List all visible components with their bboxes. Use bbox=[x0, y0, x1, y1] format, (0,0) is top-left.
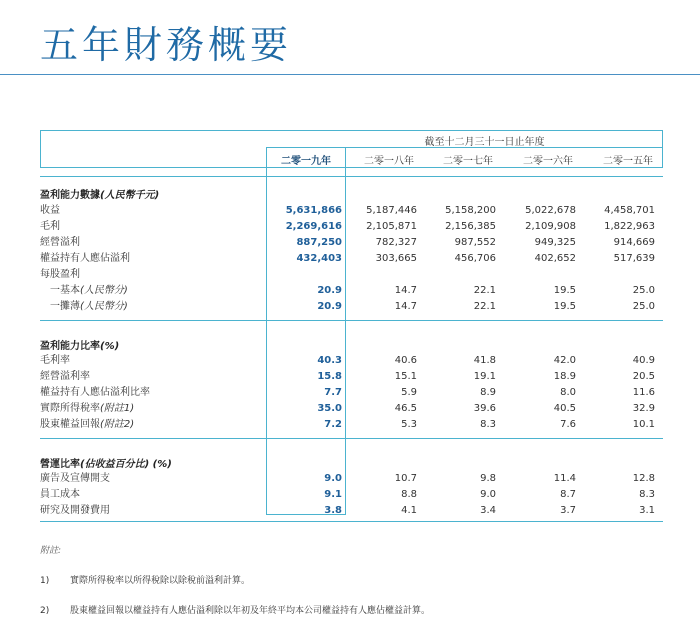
row-label: 毛利率 bbox=[40, 355, 70, 366]
table-row bbox=[40, 503, 663, 519]
value-2019: 35.0 bbox=[317, 403, 342, 414]
table-row bbox=[40, 353, 663, 369]
note-text: 實際所得稅率以所得稅除以除稅前溢利計算。 bbox=[70, 576, 251, 586]
value-2017: 987,552 bbox=[454, 237, 496, 248]
value-2016: 949,325 bbox=[534, 237, 576, 248]
value-2015: 10.1 bbox=[632, 419, 655, 430]
title-rule bbox=[0, 74, 700, 75]
value-2015: 25.0 bbox=[632, 301, 655, 312]
value-2018: 5,187,446 bbox=[366, 205, 417, 216]
value-2019: 432,403 bbox=[296, 253, 342, 264]
note-number: 2) bbox=[40, 606, 50, 616]
row-label-text: 一攤薄 bbox=[50, 301, 80, 312]
value-2018: 40.6 bbox=[394, 355, 417, 366]
table-row bbox=[40, 267, 663, 283]
value-2018: 15.1 bbox=[394, 371, 417, 382]
section-rule bbox=[40, 438, 663, 439]
value-2017: 22.1 bbox=[473, 301, 496, 312]
value-2015: 517,639 bbox=[613, 253, 655, 264]
section-heading-unit: (%) bbox=[100, 341, 120, 352]
value-2017: 22.1 bbox=[473, 285, 496, 296]
value-2018: 4.1 bbox=[401, 505, 417, 516]
column-header-2019: 二零一九年 bbox=[281, 156, 331, 167]
section-heading-operating-ratios bbox=[40, 455, 172, 470]
period-label: 截至十二月三十一日止年度 bbox=[424, 137, 545, 148]
value-2017: 456,706 bbox=[454, 253, 496, 264]
value-2017: 3.4 bbox=[480, 505, 496, 516]
value-2015: 914,669 bbox=[613, 237, 655, 248]
value-2016: 402,652 bbox=[534, 253, 576, 264]
section-rule bbox=[40, 176, 663, 177]
value-2018: 8.8 bbox=[401, 489, 417, 500]
table-row bbox=[40, 219, 663, 235]
row-label bbox=[40, 417, 134, 433]
table-row bbox=[40, 471, 663, 487]
value-2018: 303,665 bbox=[375, 253, 417, 264]
value-2016: 8.7 bbox=[560, 489, 576, 500]
value-2016: 18.9 bbox=[553, 371, 576, 382]
column-header-2018: 二零一八年 bbox=[364, 156, 414, 167]
value-2015: 32.9 bbox=[632, 403, 655, 414]
value-2018: 782,327 bbox=[375, 237, 417, 248]
row-label-unit: (人民幣分) bbox=[80, 285, 128, 296]
value-2017: 5,158,200 bbox=[445, 205, 496, 216]
value-2016: 11.4 bbox=[553, 473, 576, 484]
value-2019: 9.1 bbox=[324, 489, 342, 500]
row-label: 收益 bbox=[40, 205, 60, 216]
value-2015: 1,822,963 bbox=[604, 221, 655, 232]
value-2016: 40.5 bbox=[553, 403, 576, 414]
row-label: 廣告及宣傳開支 bbox=[40, 473, 110, 484]
page-title: 五年財務概要 bbox=[40, 23, 293, 67]
row-label: 毛利 bbox=[40, 221, 60, 232]
value-2016: 8.0 bbox=[560, 387, 576, 398]
value-2019: 2,269,616 bbox=[285, 221, 342, 232]
value-2016: 19.5 bbox=[553, 285, 576, 296]
section-heading-unit: (人民幣千元) bbox=[100, 190, 160, 201]
column-header-2015: 二零一五年 bbox=[603, 156, 653, 167]
section-heading-text: 盈利能力比率 bbox=[40, 341, 100, 352]
value-2019: 40.3 bbox=[317, 355, 342, 366]
row-label-unit: (人民幣分) bbox=[80, 301, 128, 312]
section-heading-profitability-ratios bbox=[40, 337, 119, 352]
table-row bbox=[40, 487, 663, 503]
table-row bbox=[40, 417, 663, 433]
section-heading-text: 營運比率 bbox=[40, 459, 80, 470]
section-heading-profitability-data bbox=[40, 186, 159, 201]
value-2019: 3.8 bbox=[324, 505, 342, 516]
value-2016: 5,022,678 bbox=[525, 205, 576, 216]
table-row bbox=[40, 369, 663, 385]
value-2017: 9.8 bbox=[480, 473, 496, 484]
value-2018: 46.5 bbox=[394, 403, 417, 414]
value-2017: 19.1 bbox=[473, 371, 496, 382]
table-row bbox=[40, 235, 663, 251]
value-2019: 20.9 bbox=[317, 285, 342, 296]
value-2015: 3.1 bbox=[639, 505, 655, 516]
row-label-text: 一基本 bbox=[50, 285, 80, 296]
row-label-note: (附註2) bbox=[100, 419, 135, 430]
value-2018: 10.7 bbox=[394, 473, 417, 484]
row-label: 每股盈利 bbox=[40, 269, 80, 280]
section-heading-text: 盈利能力數據 bbox=[40, 190, 100, 201]
value-2016: 7.6 bbox=[560, 419, 576, 430]
value-2015: 12.8 bbox=[632, 473, 655, 484]
value-2018: 5.9 bbox=[401, 387, 417, 398]
value-2017: 39.6 bbox=[473, 403, 496, 414]
row-label: 員工成本 bbox=[40, 489, 80, 500]
table-bottom-rule bbox=[40, 521, 663, 522]
value-2015: 4,458,701 bbox=[604, 205, 655, 216]
row-label bbox=[50, 283, 128, 299]
value-2019: 887,250 bbox=[296, 237, 342, 248]
value-2016: 42.0 bbox=[553, 355, 576, 366]
period-rule bbox=[346, 147, 663, 148]
value-2019: 7.7 bbox=[324, 387, 342, 398]
row-label: 經營溢利率 bbox=[40, 371, 90, 382]
row-label-note: (附註1) bbox=[100, 403, 135, 414]
section-heading-unit: (佔收益百分比) (%) bbox=[80, 459, 172, 470]
value-2017: 8.3 bbox=[480, 419, 496, 430]
value-2017: 2,156,385 bbox=[445, 221, 496, 232]
column-header-2016: 二零一六年 bbox=[523, 156, 573, 167]
column-header-2017: 二零一七年 bbox=[443, 156, 493, 167]
value-2018: 2,105,871 bbox=[366, 221, 417, 232]
row-label bbox=[40, 401, 134, 417]
notes-heading: 附註: bbox=[40, 546, 62, 556]
value-2017: 8.9 bbox=[480, 387, 496, 398]
value-2015: 8.3 bbox=[639, 489, 655, 500]
table-row bbox=[40, 401, 663, 417]
value-2017: 9.0 bbox=[480, 489, 496, 500]
note-text: 股東權益回報以權益持有人應佔溢利除以年初及年終平均本公司權益持有人應佔權益計算。 bbox=[70, 606, 431, 616]
row-label-text: 實際所得稅率 bbox=[40, 403, 100, 414]
value-2019: 5,631,866 bbox=[285, 205, 342, 216]
table-row bbox=[40, 385, 663, 401]
note-2 bbox=[40, 603, 430, 616]
table-row bbox=[40, 283, 663, 299]
section-rule bbox=[40, 320, 663, 321]
value-2015: 11.6 bbox=[632, 387, 655, 398]
row-label: 研究及開發費用 bbox=[40, 505, 110, 516]
value-2018: 14.7 bbox=[394, 301, 417, 312]
value-2015: 25.0 bbox=[632, 285, 655, 296]
value-2019: 7.2 bbox=[324, 419, 342, 430]
value-2015: 40.9 bbox=[632, 355, 655, 366]
row-label: 經營溢利 bbox=[40, 237, 80, 248]
value-2016: 19.5 bbox=[553, 301, 576, 312]
table-row bbox=[40, 203, 663, 219]
row-label: 權益持有人應佔溢利 bbox=[40, 253, 130, 264]
value-2018: 14.7 bbox=[394, 285, 417, 296]
note-number: 1) bbox=[40, 576, 50, 586]
row-label: 權益持有人應佔溢利比率 bbox=[40, 387, 150, 398]
table-row bbox=[40, 299, 663, 315]
note-1 bbox=[40, 573, 250, 586]
value-2019: 9.0 bbox=[324, 473, 342, 484]
value-2018: 5.3 bbox=[401, 419, 417, 430]
value-2019: 20.9 bbox=[317, 301, 342, 312]
row-label-text: 股東權益回報 bbox=[40, 419, 100, 430]
value-2019: 15.8 bbox=[317, 371, 342, 382]
value-2016: 2,109,908 bbox=[525, 221, 576, 232]
value-2016: 3.7 bbox=[560, 505, 576, 516]
value-2015: 20.5 bbox=[632, 371, 655, 382]
row-label bbox=[50, 299, 128, 315]
table-row bbox=[40, 251, 663, 267]
value-2017: 41.8 bbox=[473, 355, 496, 366]
